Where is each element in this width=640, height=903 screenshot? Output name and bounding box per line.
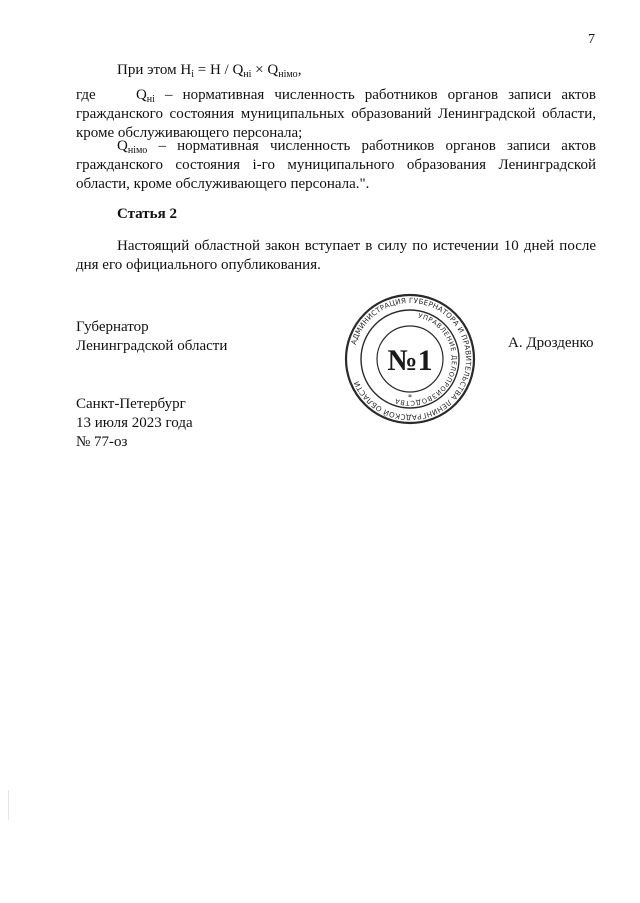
formula-q1-subscript: нi [243,69,252,80]
position-line-1: Губернатор [76,319,149,335]
official-seal [343,292,477,426]
definition-subscript: нi [146,94,155,105]
seal-outer-text: АДМИНИСТРАЦИЯ ГУБЕРНАТОРА И ПРАВИТЕЛЬСТВА ЛЕНИНГРАДСКОЙ ОБЛАСТИ [348,295,474,423]
seal-graphic [343,292,477,426]
formula-q2-subscript: нiмо [278,69,298,80]
date: 13 июля 2023 года [76,415,193,431]
law-number: № 77-оз [76,434,128,450]
city: Санкт-Петербург [76,396,186,412]
formula-middle: = Н / Q [193,62,244,78]
page-number: 7 [588,32,595,47]
article-title: Статья 2 [117,206,177,222]
position-line-2: Ленинградской области [76,338,228,354]
definition-q-ni [76,86,596,143]
definition-lead: где Q [76,87,147,103]
formula-h-subscript: i [191,69,194,80]
seal-star-icon: * [408,393,412,402]
seal-inner-text: УПРАВЛЕНИЕ ДЕЛОПРОИЗВОДСТВА [393,311,459,408]
definition-lead: Q [117,138,128,154]
scan-margin-mark [8,790,9,820]
place-date-block [76,395,193,452]
formula-times: × Q [251,62,279,78]
signatory-position [76,318,227,356]
definition-text: – нормативная численность работников органов записи актов гражданского состояния i-го муниципального образования Ленинградской области, кроме обслуживающего персонала.". [76,138,596,192]
seal-center-number: №1 [387,344,433,377]
formula-suffix: , [297,62,302,78]
formula-prefix: При этом Н [117,62,192,78]
article-text: Настоящий областной закон вступает в силу по истечении 10 дней после дня его официального опубликования. [76,238,596,273]
signer-name: А. Дрозденко [508,335,594,351]
formula-line [117,61,301,80]
definition-text: – нормативная численность работников органов записи актов гражданского состояния муниципальных образований Ленинградской области, кроме обслуживающего персонала; [76,87,597,141]
definition-subscript: нiмо [127,145,148,156]
definition-q-nimo [76,137,596,194]
